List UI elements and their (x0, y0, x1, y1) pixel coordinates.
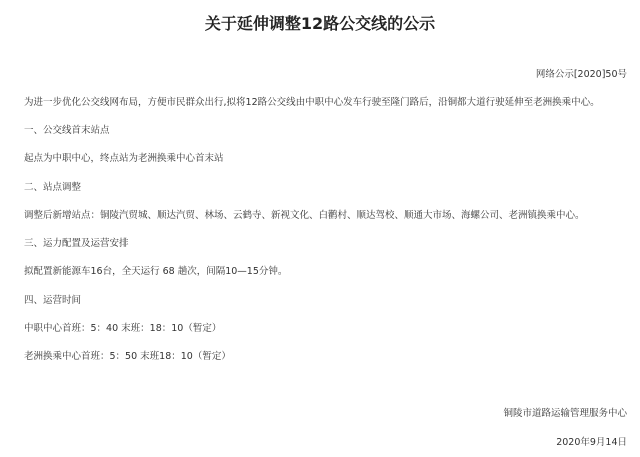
signature-date: 2020年9月14日 (556, 437, 627, 448)
section-heading-capacity: 三、运力配置及运营安排 (24, 238, 129, 249)
page-title: 关于延伸调整12路公交线的公示 (204, 14, 436, 33)
section-text-capacity: 拟配置新能源车16台，全天运行 68 趟次，间隔10—15分钟。 (24, 266, 288, 277)
schedule-text-zhongzhi: 中职中心首班：5：40 末班：18：10（暂定） (24, 323, 222, 334)
signature-organization: 铜陵市道路运输管理服务中心 (503, 408, 627, 419)
section-text-terminals: 起点为中职中心，终点站为老洲换乘中心首末站 (24, 153, 224, 164)
intro-paragraph: 为进一步优化公交线网布局，方便市民群众出行,拟将12路公交线由中职中心发车行驶至隆门路后，沿铜都大道行驶延伸至老洲换乘中心。 (24, 97, 600, 108)
section-heading-terminals: 一、公交线首末站点 (24, 125, 110, 136)
section-heading-schedule: 四、运营时间 (24, 295, 82, 306)
section-heading-stops: 二、站点调整 (24, 182, 82, 193)
section-text-stops: 调整后新增站点：铜陵汽贸城、顺达汽贸、林场、云鹤寺、新视文化、白鹳村、顺达驾校、顺通大市场、海螺公司、老洲镇换乘中心。 (24, 210, 585, 221)
document-number: 网络公示[2020]50号 (535, 69, 627, 80)
schedule-text-laozhou: 老洲换乘中心首班：5：50 末班18：10（暂定） (24, 351, 231, 362)
